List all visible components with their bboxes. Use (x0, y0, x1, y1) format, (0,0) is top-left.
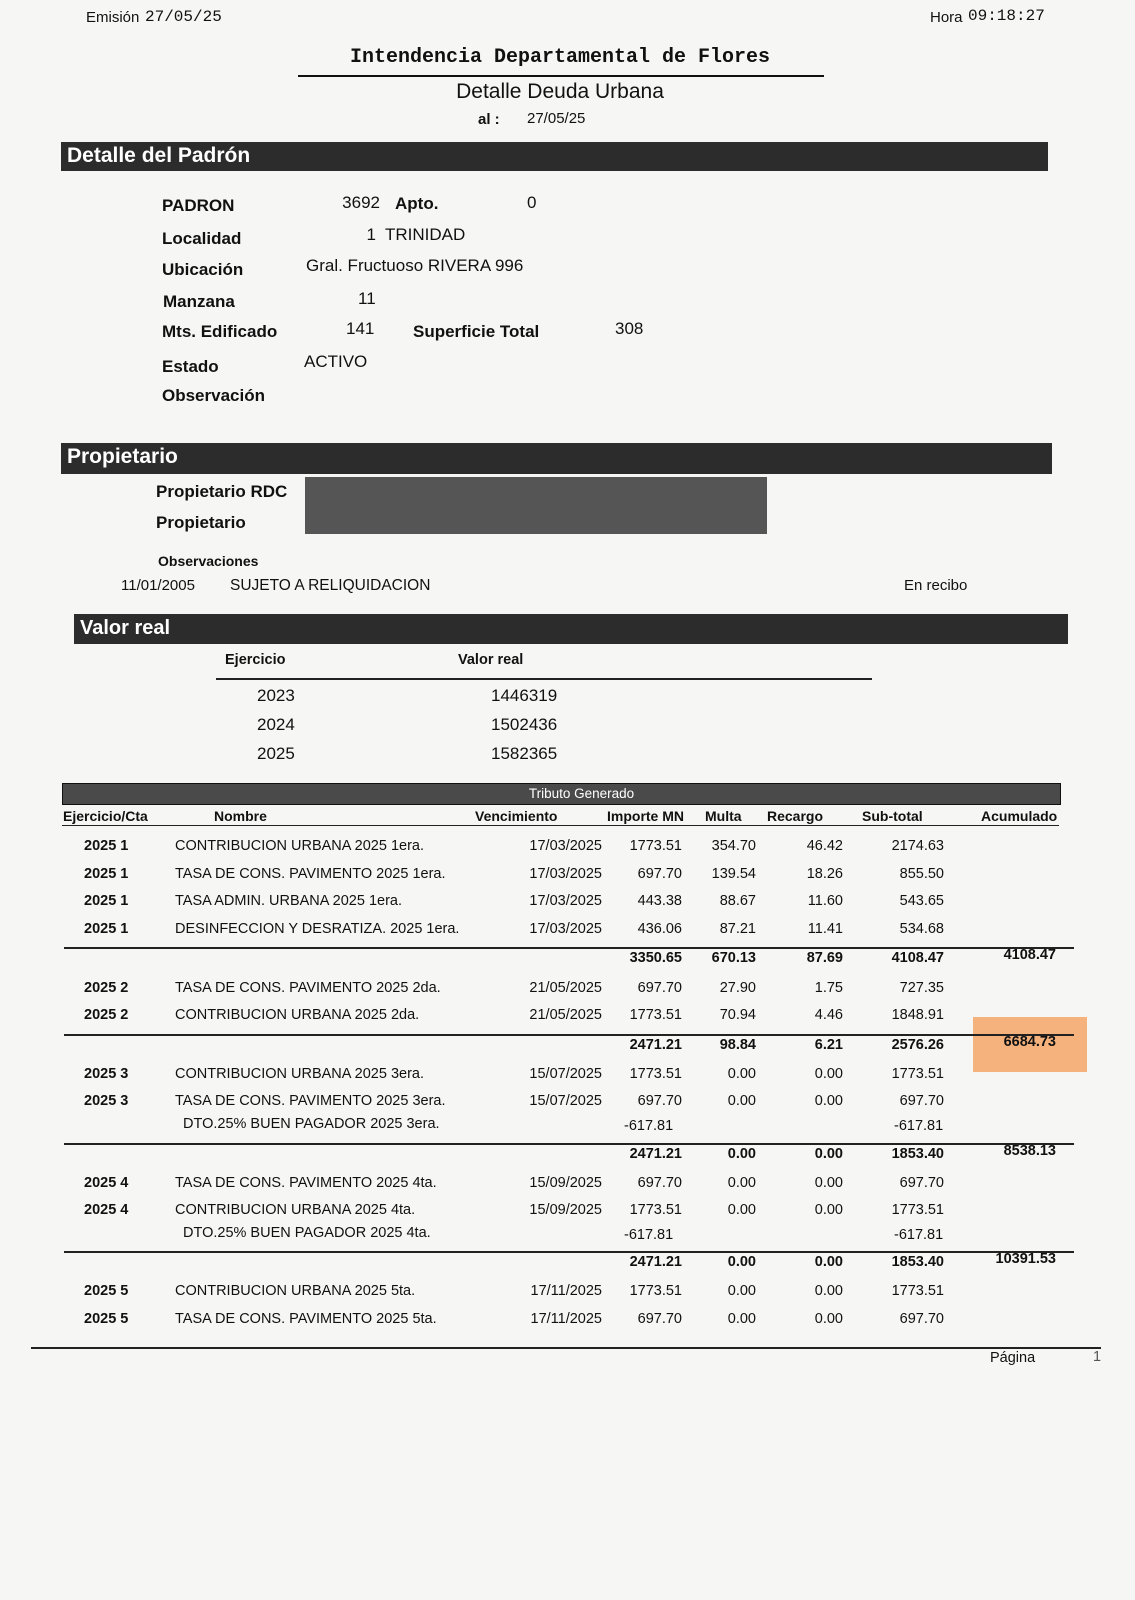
cell-cta: 2025 1 (84, 866, 129, 882)
cell-multa: 0.00 (727, 1202, 756, 1218)
total-subtotal: 1853.40 (891, 1254, 944, 1270)
col-recargo: Recargo (767, 808, 824, 824)
emision-date: 27/05/25 (145, 8, 222, 26)
total-acumulado: 8538.13 (1003, 1143, 1056, 1159)
col-subtotal: Sub-total (862, 808, 923, 824)
cell-nombre: DTO.25% BUEN PAGADOR 2025 4ta. (183, 1225, 431, 1241)
cell-subtotal: 1773.51 (891, 1202, 944, 1218)
tributo-title: Tributo Generado (528, 786, 635, 801)
col-importe: Importe MN (607, 808, 684, 824)
propietario-label: Propietario (156, 513, 246, 532)
cell-cta: 2025 4 (84, 1175, 129, 1191)
page-subtitle: Detalle Deuda Urbana (456, 80, 664, 103)
page-title: Intendencia Departamental de Flores (349, 46, 771, 69)
cell-venc: 17/11/2025 (530, 1283, 602, 1299)
cell-nombre: TASA DE CONS. PAVIMENTO 2025 3era. (175, 1093, 446, 1109)
apto-label: Apto. (395, 194, 439, 213)
cell-recargo: 18.26 (806, 866, 843, 882)
cell-importe: -617.81 (624, 1118, 674, 1134)
observacion-date: 11/01/2005 (121, 577, 195, 594)
cell-recargo: 0.00 (814, 1093, 843, 1109)
cell-nombre: CONTRIBUCION URBANA 2025 5ta. (175, 1283, 416, 1299)
cell-nombre: DESINFECCION Y DESRATIZA. 2025 1era. (175, 921, 460, 937)
observacion-label: Observación (162, 386, 265, 405)
cell-cta: 2025 1 (84, 893, 129, 909)
cell-subtotal: 855.50 (899, 866, 944, 882)
cell-venc: 17/03/2025 (529, 866, 602, 882)
cell-importe: 697.70 (637, 980, 682, 996)
cell-subtotal: 1773.51 (891, 1283, 944, 1299)
cell-subtotal: -617.81 (894, 1118, 944, 1134)
cell-venc: 17/03/2025 (529, 838, 602, 854)
cell-nombre: CONTRIBUCION URBANA 2025 1era. (175, 838, 424, 854)
cell-subtotal: 697.70 (899, 1175, 944, 1191)
redacted-owner-box (305, 477, 767, 534)
superficie-value: 308 (615, 319, 644, 338)
cell-cta: 2025 1 (84, 838, 129, 854)
valor-header-rule (216, 678, 872, 680)
emision-label: Emisión (86, 9, 140, 26)
valor-col-ejercicio: Ejercicio (225, 652, 286, 668)
section-bar-propietario (61, 443, 1052, 474)
cell-multa: 0.00 (727, 1311, 756, 1327)
total-importe: 2471.21 (629, 1254, 682, 1270)
cell-multa: 0.00 (727, 1175, 756, 1191)
edificado-label: Mts. Edificado (162, 322, 278, 341)
valor-year: 2024 (257, 715, 295, 734)
cell-multa: 87.21 (719, 921, 756, 937)
cell-subtotal: 2174.63 (891, 838, 944, 854)
cell-cta: 2025 5 (84, 1311, 129, 1327)
footer-rule (31, 1347, 1101, 1349)
valor-year: 2023 (257, 686, 295, 705)
total-recargo: 0.00 (814, 1254, 843, 1270)
hora-label: Hora (930, 9, 963, 26)
observaciones-title: Observaciones (158, 553, 259, 569)
total-subtotal: 4108.47 (891, 950, 944, 966)
cell-cta: 2025 1 (84, 921, 129, 937)
localidad-label: Localidad (162, 229, 242, 248)
cell-venc: 15/07/2025 (529, 1066, 602, 1082)
valor-amount: 1582365 (491, 744, 558, 763)
total-importe: 3350.65 (629, 950, 682, 966)
cell-cta: 2025 2 (84, 1007, 129, 1023)
apto-value: 0 (527, 193, 537, 212)
cell-nombre: TASA DE CONS. PAVIMENTO 2025 2da. (175, 980, 441, 996)
cell-recargo: 4.46 (814, 1007, 843, 1023)
title-underline (298, 75, 824, 77)
cell-multa: 27.90 (719, 980, 756, 996)
cell-subtotal: 727.35 (899, 980, 944, 996)
total-subtotal: 2576.26 (891, 1037, 944, 1053)
cell-subtotal: 697.70 (899, 1311, 944, 1327)
total-importe: 2471.21 (629, 1146, 682, 1162)
cell-subtotal: 1848.91 (891, 1007, 944, 1023)
ubicacion-value: Gral. Fructuoso RIVERA 996 (306, 256, 524, 275)
section-title-propietario: Propietario (67, 445, 178, 468)
cell-importe: 1773.51 (629, 1007, 682, 1023)
cell-subtotal: 697.70 (899, 1093, 944, 1109)
valor-amount: 1502436 (491, 715, 558, 734)
estado-value: ACTIVO (304, 352, 368, 371)
section-bar-padron (61, 142, 1048, 171)
cell-nombre: CONTRIBUCION URBANA 2025 3era. (175, 1066, 424, 1082)
cell-subtotal: 1773.51 (891, 1066, 944, 1082)
cell-multa: 354.70 (711, 838, 756, 854)
cell-importe: 1773.51 (629, 1283, 682, 1299)
observacion-status: En recibo (904, 577, 968, 594)
cell-cta: 2025 3 (84, 1066, 129, 1082)
cell-importe: 436.06 (637, 921, 682, 937)
cell-recargo: 0.00 (814, 1175, 843, 1191)
localidad-code: 1 (366, 225, 376, 244)
cell-nombre: CONTRIBUCION URBANA 2025 2da. (175, 1007, 420, 1023)
cell-nombre: DTO.25% BUEN PAGADOR 2025 3era. (183, 1116, 440, 1132)
total-recargo: 0.00 (814, 1146, 843, 1162)
section-title-valor-real: Valor real (80, 617, 171, 639)
tributo-title-bar (62, 783, 1061, 805)
col-multa: Multa (705, 808, 742, 824)
valor-year: 2025 (257, 744, 295, 763)
cell-venc: 15/09/2025 (529, 1202, 602, 1218)
total-acumulado: 4108.47 (1003, 947, 1056, 963)
cell-importe: 697.70 (637, 1093, 682, 1109)
cell-cta: 2025 5 (84, 1283, 129, 1299)
cell-venc: 15/07/2025 (529, 1093, 602, 1109)
cell-importe: 443.38 (637, 893, 682, 909)
cell-venc: 21/05/2025 (529, 980, 602, 996)
valor-col-valor: Valor real (458, 652, 524, 668)
al-date: 27/05/25 (527, 110, 586, 127)
cell-importe: 1773.51 (629, 838, 682, 854)
cell-nombre: TASA DE CONS. PAVIMENTO 2025 5ta. (175, 1311, 437, 1327)
col-ejercicio: Ejercicio/Cta (63, 808, 148, 824)
propietario-rdc-label: Propietario RDC (156, 482, 288, 501)
cell-importe: 1773.51 (629, 1202, 682, 1218)
manzana-label: Manzana (163, 292, 235, 311)
col-vencimiento: Vencimiento (475, 808, 558, 824)
padron-value: 3692 (342, 193, 380, 212)
cell-venc: 15/09/2025 (529, 1175, 602, 1191)
cell-venc: 21/05/2025 (529, 1007, 602, 1023)
al-label: al : (478, 111, 500, 128)
cell-venc: 17/03/2025 (529, 893, 602, 909)
manzana-value: 11 (358, 289, 376, 308)
edificado-value: 141 (346, 319, 375, 338)
total-multa: 0.00 (727, 1254, 756, 1270)
group-total-rule (64, 1034, 1074, 1036)
localidad-name: TRINIDAD (385, 225, 466, 244)
total-multa: 98.84 (719, 1037, 756, 1053)
total-acumulado: 10391.53 (995, 1251, 1056, 1267)
cell-importe: 1773.51 (629, 1066, 682, 1082)
cell-nombre: TASA ADMIN. URBANA 2025 1era. (175, 893, 402, 909)
col-nombre: Nombre (214, 808, 267, 824)
cell-cta: 2025 4 (84, 1202, 129, 1218)
cell-multa: 0.00 (727, 1093, 756, 1109)
cell-nombre: CONTRIBUCION URBANA 2025 4ta. (175, 1202, 416, 1218)
hora-value: 09:18:27 (968, 7, 1045, 25)
estado-label: Estado (162, 357, 219, 376)
group-total-rule (64, 1251, 1074, 1253)
cell-venc: 17/03/2025 (529, 921, 602, 937)
padron-label: PADRON (162, 196, 235, 215)
cell-recargo: 1.75 (814, 980, 843, 996)
cell-recargo: 0.00 (814, 1283, 843, 1299)
col-acumulado: Acumulado (981, 808, 1058, 824)
cell-subtotal: 543.65 (899, 893, 944, 909)
total-subtotal: 1853.40 (891, 1146, 944, 1162)
cell-multa: 88.67 (719, 893, 756, 909)
total-multa: 0.00 (727, 1146, 756, 1162)
cell-multa: 0.00 (727, 1066, 756, 1082)
cell-importe: 697.70 (637, 1175, 682, 1191)
total-multa: 670.13 (711, 950, 756, 966)
cell-importe: 697.70 (637, 866, 682, 882)
cell-recargo: 0.00 (814, 1066, 843, 1082)
cell-importe: -617.81 (624, 1227, 674, 1243)
total-importe: 2471.21 (629, 1037, 682, 1053)
cell-venc: 17/11/2025 (530, 1311, 602, 1327)
superficie-label: Superficie Total (413, 322, 540, 341)
group-total-rule (64, 947, 1074, 949)
cell-subtotal: -617.81 (894, 1227, 944, 1243)
cell-nombre: TASA DE CONS. PAVIMENTO 2025 1era. (175, 866, 446, 882)
cell-multa: 139.54 (711, 866, 756, 882)
ubicacion-label: Ubicación (162, 260, 244, 279)
cell-cta: 2025 3 (84, 1093, 129, 1109)
cell-recargo: 0.00 (814, 1202, 843, 1218)
cell-recargo: 11.60 (807, 893, 843, 909)
cell-subtotal: 534.68 (899, 921, 944, 937)
cell-multa: 70.94 (719, 1007, 756, 1023)
cell-multa: 0.00 (727, 1283, 756, 1299)
total-acumulado: 6684.73 (1003, 1034, 1056, 1050)
total-recargo: 6.21 (814, 1037, 843, 1053)
total-recargo: 87.69 (806, 950, 843, 966)
cell-recargo: 0.00 (814, 1311, 843, 1327)
pagina-value: 1 (1093, 1349, 1102, 1365)
section-title-padron: Detalle del Padrón (67, 144, 251, 167)
tributo-header-rule (62, 825, 1059, 826)
observacion-text: SUJETO A RELIQUIDACION (230, 577, 431, 594)
cell-nombre: TASA DE CONS. PAVIMENTO 2025 4ta. (175, 1175, 437, 1191)
section-bar-valor-real (74, 614, 1068, 644)
cell-recargo: 11.41 (807, 921, 843, 937)
group-total-rule (64, 1143, 1074, 1145)
pagina-label: Página (990, 1350, 1036, 1366)
cell-recargo: 46.42 (806, 838, 843, 854)
cell-cta: 2025 2 (84, 980, 129, 996)
cell-importe: 697.70 (637, 1311, 682, 1327)
valor-amount: 1446319 (491, 686, 558, 705)
